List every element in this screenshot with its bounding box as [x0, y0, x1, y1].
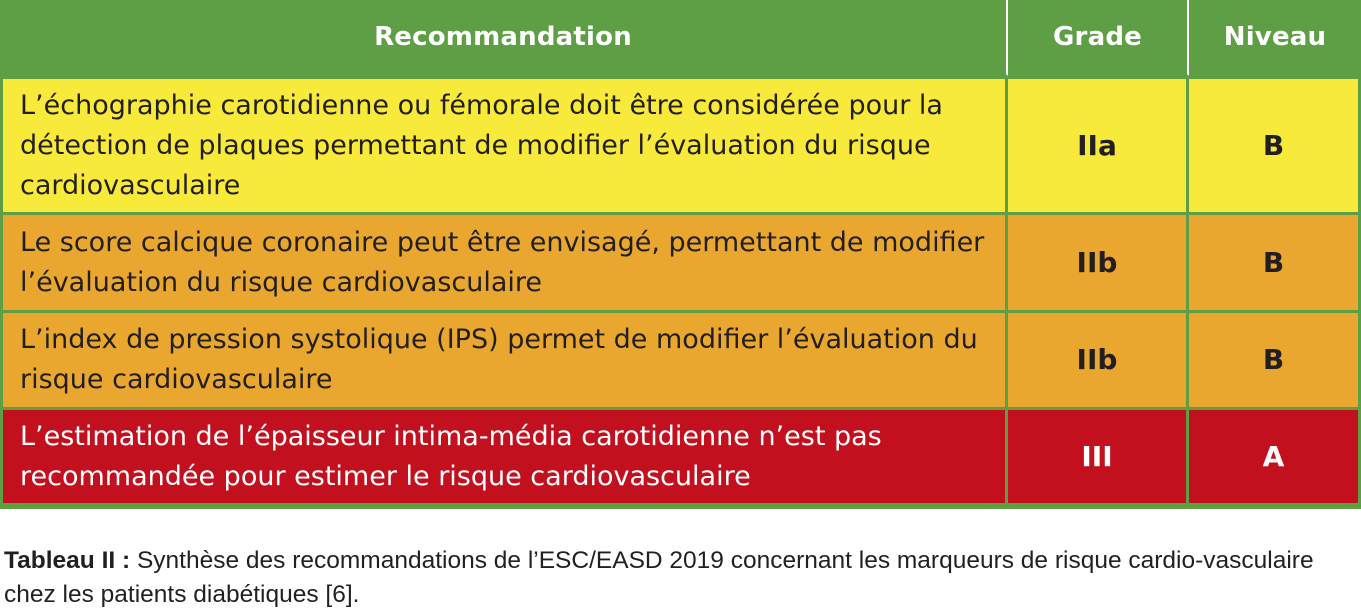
level-cell: B [1189, 212, 1361, 310]
grade-cell: IIb [1008, 212, 1189, 310]
level-cell: B [1189, 310, 1361, 407]
table-row [0, 212, 1361, 310]
table-row [0, 310, 1361, 407]
table-row [0, 407, 1361, 506]
grade-cell: IIa [1008, 76, 1189, 212]
grade-cell: IIb [1008, 310, 1189, 407]
caption-text: Synthèse des recommandations de l’ESC/EASD 2019 concernant les marqueurs de risque cardio-vasculaire chez les patients diabétiques [6]. [4, 547, 1314, 608]
header-row [0, 0, 1361, 76]
table-body [0, 76, 1361, 506]
table-caption [4, 544, 1356, 612]
table-row [0, 76, 1361, 212]
recommendation-cell: L’index de pression systolique (IPS) permet de modifier l’évaluation du risque cardiovasculaire [0, 310, 1008, 407]
header-recommendation: Recommandation [0, 0, 1008, 76]
caption-label: Tableau II : [4, 547, 131, 574]
recommendation-cell: L’échographie carotidienne ou fémorale doit être considérée pour la détection de plaques permettant de modifier l’évaluation du risque cardiovasculaire [0, 76, 1008, 212]
header-grade: Grade [1008, 0, 1189, 76]
header-level: Niveau [1189, 0, 1361, 76]
grade-cell: III [1008, 407, 1189, 506]
table-header [0, 0, 1361, 76]
recommendation-cell: L’estimation de l’épaisseur intima-média carotidienne n’est pas recommandée pour estimer le risque cardiovasculaire [0, 407, 1008, 506]
level-cell: A [1189, 407, 1361, 506]
recommendation-cell: Le score calcique coronaire peut être envisagé, permettant de modifier l’évaluation du risque cardiovasculaire [0, 212, 1008, 310]
level-cell: B [1189, 76, 1361, 212]
